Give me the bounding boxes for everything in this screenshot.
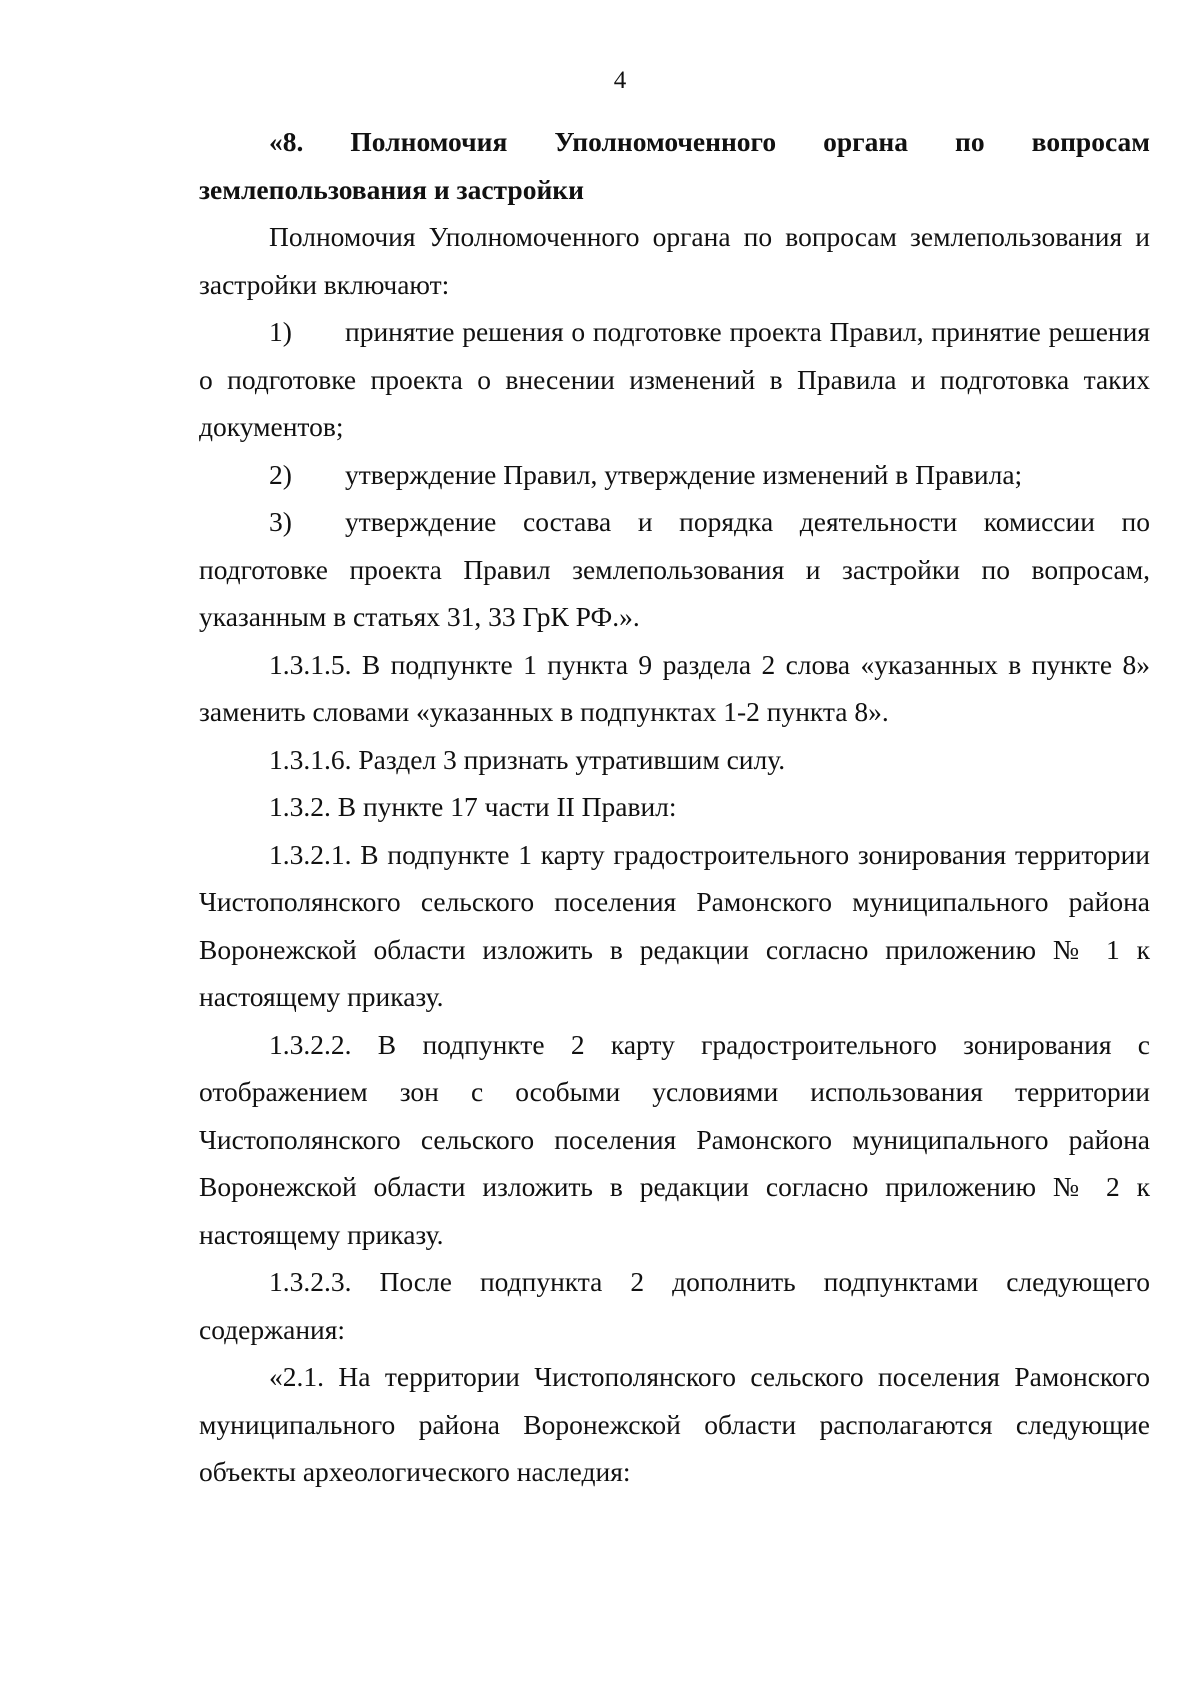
paragraph-1-3-2-3: 1.3.2.3. После подпункта 2 дополнить подпунктами следующего содержания:: [199, 1266, 1150, 1345]
power-item-number: 1): [269, 316, 292, 347]
paragraph-1-3-1-6: 1.3.1.6. Раздел 3 признать утратившим силу.: [269, 743, 786, 775]
powers-intro: Полномочия Уполномоченного органа по вопросам землепользования и застройки включают:: [199, 221, 1150, 300]
power-item-text: принятие решения о подготовке проекта Правил, принятие решения о подготовке проекта о внесении изменений в Правила и подготовка таких документов;: [199, 316, 1150, 442]
page-number: 4: [613, 67, 627, 94]
paragraph-1-3-2-2: 1.3.2.2. В подпункте 2 карту градостроительного зонирования с отображением зон с особыми условиями использования территории Чистополянского сельского поселения Рамонского муниципального района Воронежской области изложить в редакции согласно приложению № 2 к настоящему приказу.: [199, 1028, 1150, 1250]
paragraph-2-1: «2.1. На территории Чистополянского сельского поселения Рамонского муниципального района Воронежской области располагаются следующие объекты археологического наследия:: [199, 1361, 1150, 1487]
document-body: [199, 118, 1150, 1496]
section-heading: «8. Полномочия Уполномоченного органа по вопросам землепользования и застройки: [199, 126, 1150, 205]
power-item-3: [199, 498, 1150, 641]
power-item-2: [199, 451, 1150, 499]
paragraph-1-3-1-5: 1.3.1.5. В подпункте 1 пункта 9 раздела 2 слова «указанных в пункте 8» заменить словами «указанных в подпунктах 1-2 пункта 8».: [199, 648, 1150, 727]
power-item-number: 2): [269, 458, 292, 490]
power-item-number: 3): [269, 506, 292, 537]
paragraph-1-3-2: 1.3.2. В пункте 17 части II Правил:: [269, 791, 677, 822]
power-item-text: утверждение Правил, утверждение изменений в Правила;: [345, 458, 1023, 490]
power-item-text: утверждение состава и порядка деятельности комиссии по подготовке проекта Правил землепользования и застройки по вопросам, указанным в статьях 31, 33 ГрК РФ.».: [199, 506, 1150, 632]
power-item-1: [199, 308, 1150, 451]
paragraph-1-3-2-1: 1.3.2.1. В подпункте 1 карту градостроительного зонирования территории Чистополянского сельского поселения Рамонского муниципального района Воронежской области изложить в редакции согласно приложению № 1 к настоящему приказу.: [199, 838, 1150, 1012]
